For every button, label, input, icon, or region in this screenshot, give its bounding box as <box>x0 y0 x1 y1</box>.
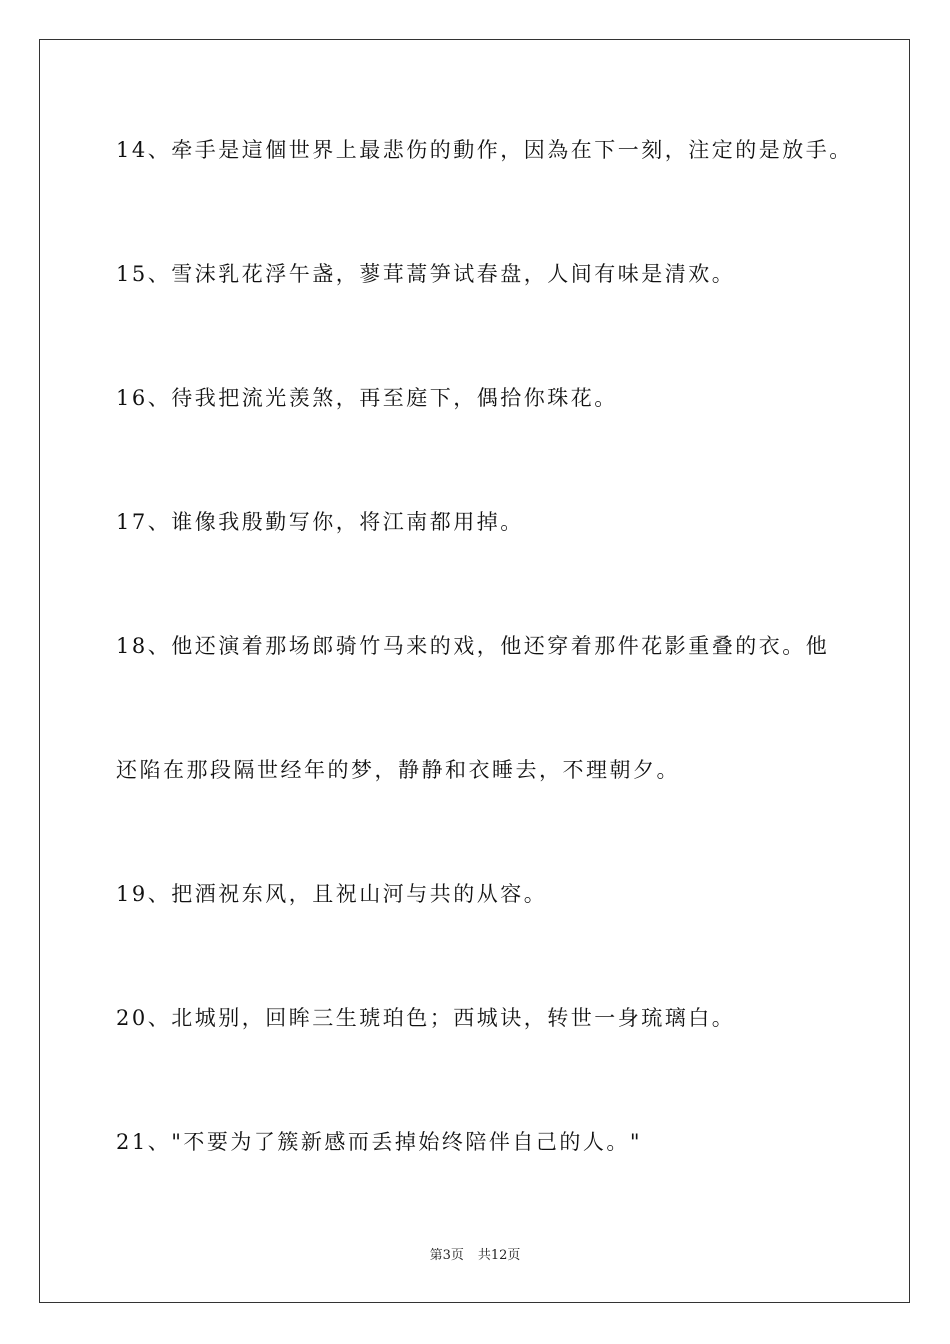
page-number: 第3页 <box>429 1248 464 1263</box>
text-line-14: 14、牵手是這個世界上最悲伤的動作，因為在下一刻，注定的是放手。 <box>116 138 853 162</box>
text-line-18-continued: 还陷在那段隔世经年的梦，静静和衣睡去，不理朝夕。 <box>116 758 680 782</box>
text-line-20: 20、北城别，回眸三生琥珀色；西城诀，转世一身琉璃白。 <box>116 1006 736 1030</box>
page-total: 共12页 <box>477 1248 521 1263</box>
text-line-17: 17、谁像我殷勤写你，将江南都用掉。 <box>116 510 524 534</box>
text-line-18: 18、他还演着那场郎骑竹马来的戏，他还穿着那件花影重叠的衣。他 <box>116 634 830 658</box>
text-line-15: 15、雪沫乳花浮午盏，蓼茸蒿笋试春盘，人间有味是清欢。 <box>116 262 736 286</box>
page-border <box>39 39 910 1303</box>
text-line-16: 16、待我把流光羡煞，再至庭下，偶拾你珠花。 <box>116 386 618 410</box>
text-line-21: 21、"不要为了簇新感而丢掉始终陪伴自己的人。" <box>116 1130 643 1154</box>
page-footer <box>0 1246 950 1266</box>
text-line-19: 19、把酒祝东风，且祝山河与共的从容。 <box>116 882 548 906</box>
